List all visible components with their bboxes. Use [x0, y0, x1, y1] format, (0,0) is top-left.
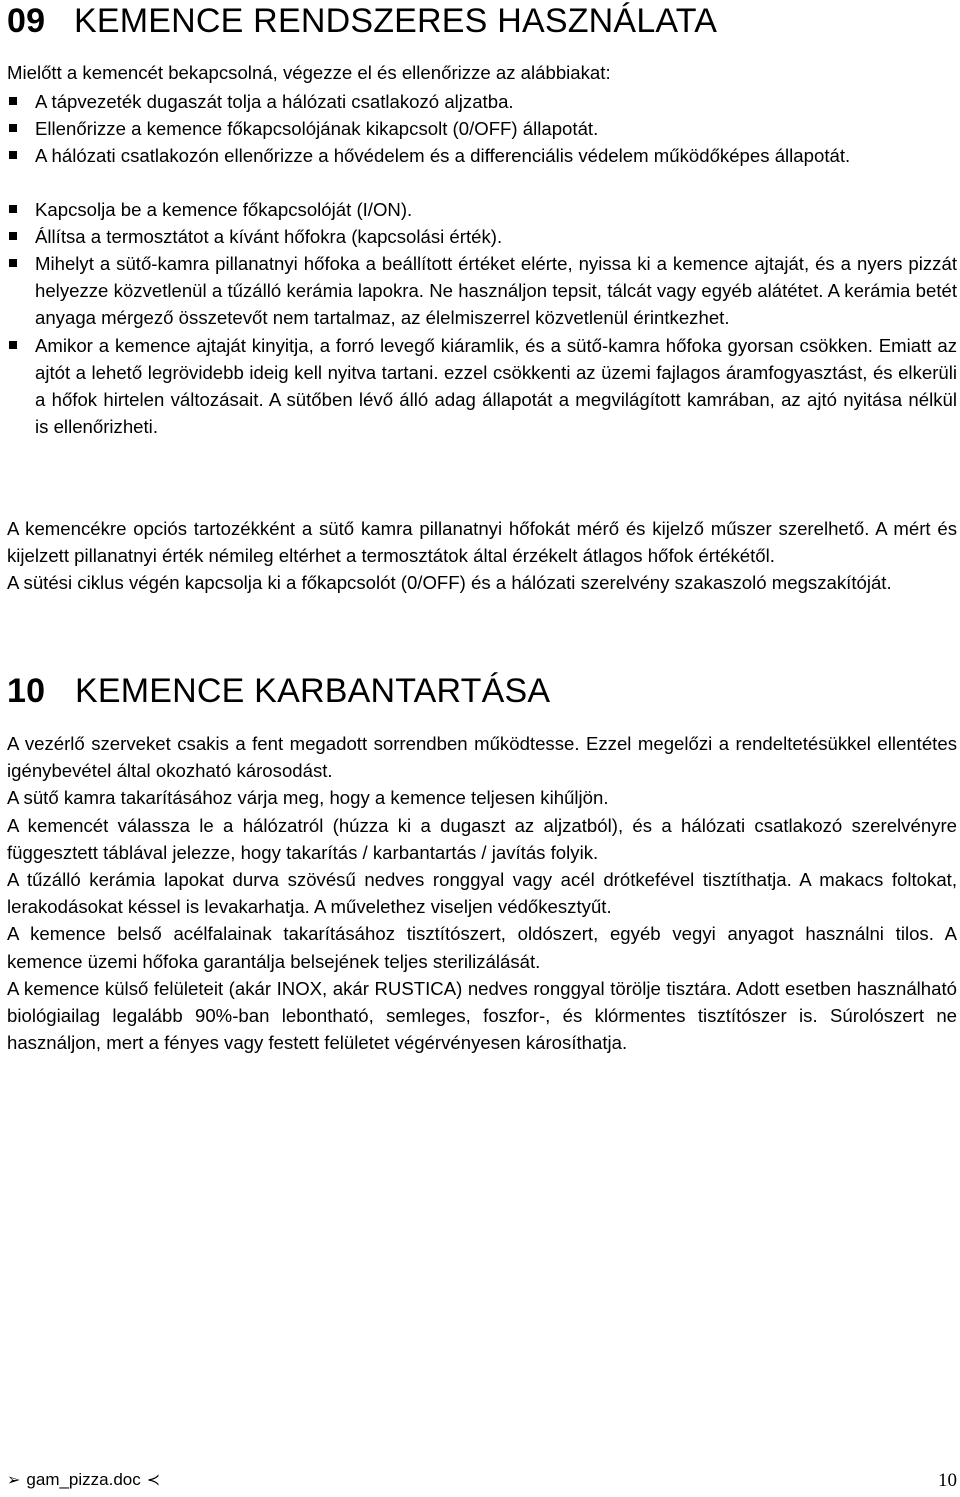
checklist-item — [7, 250, 957, 332]
checklist-item — [7, 88, 957, 115]
bullet-square-icon — [9, 151, 17, 159]
section-10-title: KEMENCE KARBANTARTÁSA — [75, 672, 551, 710]
bullet-square-icon — [9, 232, 17, 240]
bullet-square-icon — [9, 259, 17, 267]
checklist-item-text: Kapcsolja be a kemence főkapcsolóját (I/ON). — [35, 199, 413, 220]
checklist-item — [7, 332, 957, 441]
checklist-item — [7, 223, 957, 250]
section-10-paragraph: A kemence külső felületeit (akár INOX, akár RUSTICA) nedves ronggyal törölje tisztára. Adott esetben használható biológiailag legalább 90%-ban lebontható, semleges, foszfor-, és klórmentes tisztítószer is. Súrolószert ne használjon, mert a fényes vagy festett felületet végérvényesen károsíthatja. — [7, 977, 957, 1054]
section-10-paragraphs — [7, 730, 957, 1056]
section-10-paragraph: A vezérlő szerveket csakis a fent megadott sorrendben működtesse. Ezzel megelőzi a rendeltetésükkel ellentétes igénybevétel által okozható károsodást. — [7, 733, 957, 782]
section-9-number: 09 — [7, 2, 46, 40]
section-9-paragraph: A sütési ciklus végén kapcsolja ki a főkapcsolót (0/OFF) és a hálózati szerelvény szakaszoló megszakítóját. — [7, 572, 892, 594]
bullet-square-icon — [9, 205, 17, 213]
footer-filename: gam_pizza.doc — [26, 1470, 141, 1489]
bullet-square-icon — [9, 341, 17, 349]
section-9-paragraphs — [7, 515, 957, 597]
arrow-left-icon: ≺ — [146, 1472, 161, 1489]
checklist-item — [7, 142, 957, 196]
section-10-paragraph: A sütő kamra takarításához várja meg, hogy a kemence teljesen kihűljön. — [7, 787, 609, 809]
section-9-paragraph: A kemencékre opciós tartozékként a sütő kamra pillanatnyi hőfokát mérő és kijelző műszer szerelhető. A mért és kijelzett pillanatnyi érték némileg eltérhet a termosztátok által érzékelt átlagos hőfok értékétől. — [7, 518, 957, 567]
bullet-square-icon — [9, 124, 17, 132]
page-number: 10 — [938, 1470, 957, 1491]
footer-file — [7, 1470, 160, 1490]
checklist-item-text: Állítsa a termosztátot a kívánt hőfokra (kapcsolási érték). — [35, 226, 503, 247]
section-10-heading — [7, 672, 550, 711]
section-10-paragraph: A kemencét válassza le a hálózatról (húzza ki a dugaszt az aljzatból), és a hálózati csatlakozó szerelvényre függesztett táblával jelezze, hogy takarítás / karbantartás / javítás folyik. — [7, 814, 957, 863]
section-9-heading — [7, 2, 717, 41]
checklist-item-text: Amikor a kemence ajtaját kinyitja, a forró levegő kiáramlik, és a sütő-kamra hőfoka gyorsan csökken. Emiatt az ajtót a lehető legrövidebb ideig kell nyitva tartani. ezzel csökkenti az üzemi fajlagos áramfogyasztást, és elkerüli a hőfok hirtelen változásait. A sütőben lévő álló adag állapotát a megvilágított kamrában, az ajtó nyitása nélkül is ellenőrizheti. — [35, 334, 957, 438]
checklist-item-text: Ellenőrizze a kemence főkapcsolójának kikapcsolt (0/OFF) állapotát. — [35, 118, 599, 139]
section-10-number: 10 — [7, 672, 46, 710]
section-10-paragraph: A tűzálló kerámia lapokat durva szövésű nedves ronggyal vagy acél drótkefével tisztíthatja. A makacs foltokat, lerakodásokat késsel is levakarhatja. A művelethez viseljen védőkesztyűt. — [7, 869, 957, 918]
section-9-intro: Mielőtt a kemencét bekapcsolná, végezze el és ellenőrizze az alábbiakat: — [7, 62, 611, 83]
checklist-item — [7, 196, 957, 223]
section-9-checklist — [7, 88, 957, 440]
checklist-item-text: A hálózati csatlakozón ellenőrizze a hővédelem és a differenciális védelem működőképes állapotát. — [35, 145, 851, 166]
page-footer — [7, 1470, 957, 1494]
arrow-right-icon: ➢ — [7, 1472, 21, 1489]
bullet-square-icon — [9, 97, 17, 105]
section-10-paragraph: A kemence belső acélfalainak takarításához tisztítószert, oldószert, egyéb vegyi anyagot használni tilos. A kemence üzemi hőfoka garantálja belsejének teljes sterilizálását. — [7, 923, 957, 972]
checklist-item-text: A tápvezeték dugaszát tolja a hálózati csatlakozó aljzatba. — [35, 91, 514, 112]
checklist-item — [7, 115, 957, 142]
section-9-intro-block — [7, 59, 957, 86]
section-9-title: KEMENCE RENDSZERES HASZNÁLATA — [74, 2, 718, 40]
checklist-item-text: Mihelyt a sütő-kamra pillanatnyi hőfoka a beállított értéket elérte, nyissa ki a kemence ajtaját, és a nyers pizzát helyezze közvetlenül a tűzálló kerámia lapokra. Ne használjon tepsit, tálcát vagy egyéb alátétet. A kerámia betét anyaga mérgező összetevőt nem tartalmaz, az élelmiszerrel közvetlenül érintkezhet. — [35, 253, 957, 329]
